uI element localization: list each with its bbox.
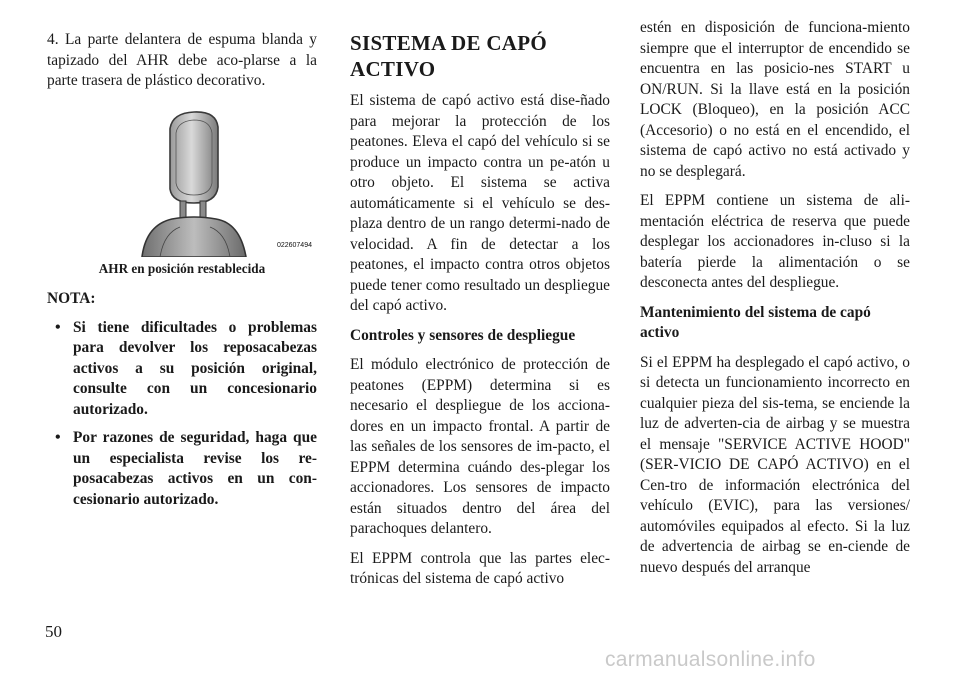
middle-column [350, 30, 610, 590]
intro-paragraph: 4. La parte delantera de espuma blanda y tapizado del AHR debe aco-plarse a la parte trasera de plástico decorativo. [47, 31, 317, 89]
body-paragraph: El EPPM controla que las partes elec-trónicas del sistema de capó activo [350, 549, 610, 587]
section-title: SISTEMA DE CAPÓ ACTIVO [350, 31, 548, 81]
subheading: Controles y sensores de despliegue [350, 326, 576, 344]
headrest-figure [112, 107, 312, 257]
body-paragraph: El módulo electrónico de protección de peatones (EPPM) determina si es necesario el despliegue de los acciona-dores en un impacto frontal. A partir de las señales de los sensores de im-pacto, el EPPM determina cuándo des-plegar los accionadores. Los sensores de impacto están situados dentro del área del parachoques delantero. [350, 356, 610, 537]
nota-bullet: • Por razones de seguridad, haga que un especialista revise los re-posacabezas activos en un con-cesionario autorizado. [47, 428, 317, 510]
figure-code: 022607494 [276, 241, 312, 249]
body-paragraph: Si el EPPM ha desplegado el capó activo, o si detecta un funcionamiento incorrecto en cualquier pieza del sis-tema, se enciende la luz de adverten-cia de airbag y se muestra el mensaje "SERVICE ACTIVE HOOD" (SER-VICIO DE CAPÓ ACTIVO) en el Cen-tro de información electrónica del vehículo (EVIC), para las versiones/ automóviles equipados al efecto. Si la luz de advertencia de airbag se en-ciende de nuevo después del arranque [640, 353, 910, 576]
subheading: Mantenimiento del sistema de capó activo [640, 303, 871, 341]
body-paragraph: El EPPM contiene un sistema de ali-mentación eléctrica de reserva que puede desplegar los accionadores in-cluso si la batería pierde la alimentación o se desconecta antes del despliegue. [640, 192, 910, 291]
nota-label: NOTA: [47, 290, 96, 307]
figure-caption: AHR en posición restablecida [98, 260, 266, 276]
body-paragraph: El sistema de capó activo está dise-ñado para mejorar la protección de los peatones. Eleva el capó del vehículo si se produce un impacto contra un pe-atón u otro objeto. El sistema se activa automáticamente si el vehículo se des-plaza dentro de un rango determi-nado de velocidad. A fin de detectar a los peatones, el impacto contra otros objetos puede tener como resultado un despliegue del capó activo. [350, 92, 610, 314]
watermark: carmanualsonline.info [605, 648, 816, 671]
body-paragraph: estén en disposición de funciona-miento siempre que el interruptor de encendido se encuentra en las posicio-nes START u ON/RUN. Si la llave está en la posición LOCK (Bloqueo), en la posición ACC (Accesorio) o no está en el encendido, el sistema de capó activo no está activado y no se desplegará. [640, 19, 910, 180]
right-column [640, 18, 910, 578]
left-column [47, 30, 317, 518]
headrest-illustration [112, 107, 312, 257]
nota-bullet: • Si tiene dificultades o problemas para devolver los reposacabezas activos a su posición original, consulte con un concesionario autorizado. [47, 318, 317, 421]
page-number: 50 [45, 622, 62, 641]
nota-list [47, 318, 317, 511]
